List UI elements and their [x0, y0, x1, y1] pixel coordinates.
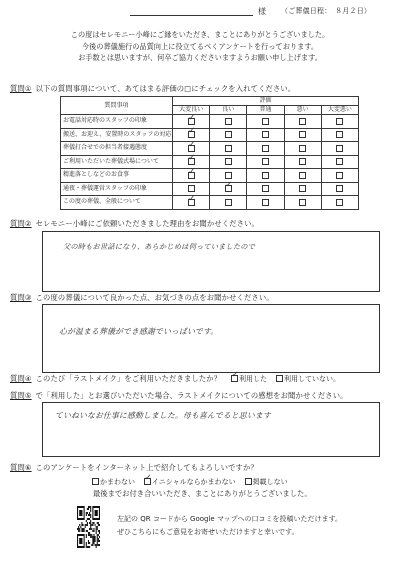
- rating-checkbox[interactable]: [188, 139, 196, 152]
- customer-name-field[interactable]: [130, 15, 253, 16]
- rating-checkbox[interactable]: [299, 172, 306, 179]
- rating-group-header: 評価: [173, 97, 359, 106]
- question-5-label: 質問⑤: [10, 391, 32, 400]
- question-3-text: この度の葬儀について良かった点、お気づきの点をお聞かせください。: [35, 293, 274, 302]
- q4-option[interactable]: [276, 374, 340, 384]
- rating-checkbox[interactable]: [262, 131, 269, 138]
- rating-row: [61, 115, 359, 129]
- honorific: 様: [258, 7, 266, 16]
- column-header-bad: 悪い: [284, 106, 321, 115]
- question-2-label: 質問②: [10, 219, 32, 228]
- option-checkbox[interactable]: [92, 478, 99, 485]
- option-checkbox[interactable]: [276, 375, 283, 382]
- column-header-average: 普通: [247, 106, 284, 115]
- rating-checkbox[interactable]: [262, 185, 269, 192]
- q4-option[interactable]: [231, 370, 267, 384]
- question-6-text: このアンケートをインターネット上で紹介してもよろしいですか？: [35, 463, 258, 472]
- rating-checkbox[interactable]: [225, 131, 232, 138]
- rating-checkbox[interactable]: [262, 118, 269, 125]
- rating-checkbox[interactable]: [188, 185, 195, 192]
- q6-option[interactable]: [92, 477, 135, 487]
- rating-cell: [247, 169, 284, 183]
- question-1-label: 質問①: [10, 84, 32, 93]
- question-5-answer-box[interactable]: [42, 402, 380, 457]
- rating-cell: [284, 128, 321, 142]
- rating-cell: [173, 166, 210, 183]
- rating-cell: [247, 142, 284, 156]
- item-column-header: 質問事項: [61, 97, 173, 115]
- question-5-text: で「利用した」とお選びいただいた場合、ラストメイクについての感想をお聞かせください。: [35, 391, 348, 400]
- rating-checkbox[interactable]: [225, 158, 232, 165]
- question-6-label: 質問⑥: [10, 463, 32, 472]
- option-label: 掲載しない: [252, 478, 288, 486]
- rating-checkbox[interactable]: [225, 180, 233, 192]
- option-checkbox[interactable]: [245, 478, 252, 485]
- rating-checkbox[interactable]: [188, 166, 196, 179]
- rating-table: [60, 96, 359, 210]
- rating-item-label: この度の葬儀、全般について: [61, 196, 173, 210]
- rating-checkbox[interactable]: [299, 185, 306, 192]
- rating-checkbox[interactable]: [299, 131, 306, 138]
- check-mark-icon: ✓: [188, 153, 196, 164]
- rating-cell: [284, 196, 321, 210]
- question-3-label: 質問③: [10, 293, 32, 302]
- column-header-very-bad: 大変悪い: [321, 106, 358, 115]
- rating-item-label: 搬送、お迎え、安置時のスタッフの対応: [61, 128, 173, 142]
- q6-option[interactable]: [245, 477, 288, 487]
- rating-checkbox[interactable]: [188, 193, 196, 206]
- check-mark-icon: ✓: [144, 473, 152, 483]
- intro-message: [0, 29, 400, 64]
- rating-checkbox[interactable]: [299, 145, 306, 152]
- question-2-heading: [10, 219, 259, 229]
- rating-row: [61, 169, 359, 183]
- column-header-very-good: 大変良い: [173, 106, 210, 115]
- rating-checkbox[interactable]: [188, 126, 196, 138]
- rating-item-label: 通夜・葬儀運営スタッフの印象: [61, 182, 173, 196]
- question-6-options: [92, 473, 297, 487]
- rating-checkbox[interactable]: [299, 158, 306, 165]
- footer-line: 左記の QR コードから Google マップへの口コミを投稿いただけます。: [117, 515, 342, 523]
- question-2-answer-box[interactable]: [42, 231, 380, 292]
- rating-checkbox[interactable]: [188, 112, 196, 125]
- rating-item-label: ご利用いただいた葬儀式場について: [61, 155, 173, 169]
- intro-line: お手数とは思いますが、何卒ご協力くださいますようお願い申し上げます。: [78, 53, 322, 62]
- rating-cell: [210, 182, 247, 196]
- option-label: かまわない: [100, 478, 135, 486]
- rating-checkbox[interactable]: [336, 158, 343, 165]
- check-mark-icon: ✓: [188, 193, 196, 204]
- intro-line: この度はセレモニー小峰にご縁をいただき、まことにありがとうございました。: [70, 30, 330, 39]
- question-3-answer-box[interactable]: [42, 304, 380, 373]
- question-3-answer: 心が温まる葬儀ができ感謝でいっぱいです。: [59, 327, 219, 336]
- closing-message: 最後までお付き合いいただき、まことにありがとうございました。: [93, 489, 312, 498]
- rating-cell: [284, 169, 321, 183]
- rating-cell: [284, 182, 321, 196]
- question-6-heading: [10, 463, 258, 473]
- check-mark-icon: ✓: [231, 370, 239, 380]
- rating-item-label: お電話対応時のスタッフの印象: [61, 115, 173, 129]
- question-1-heading: [10, 84, 295, 94]
- rating-checkbox[interactable]: [262, 158, 269, 165]
- option-label: 利用した: [239, 375, 267, 383]
- footer-message: [117, 513, 342, 539]
- rating-cell: [247, 128, 284, 142]
- q6-option[interactable]: [144, 473, 236, 487]
- rating-cell: [284, 155, 321, 169]
- rating-cell: [173, 193, 210, 210]
- rating-checkbox[interactable]: [225, 118, 232, 125]
- rating-item-label: 精進落としなどのお食事: [61, 169, 173, 183]
- rating-cell: [321, 196, 358, 210]
- rating-cell: [210, 142, 247, 156]
- footer-line: ぜひこちらにもご意見をお寄せいただけますと幸いです。: [117, 528, 299, 536]
- rating-row: [61, 142, 359, 156]
- question-1-text: 以下の質問事項について、あてはまる評価の□にチェックを入れてください。: [35, 84, 296, 93]
- rating-checkbox[interactable]: [299, 118, 306, 125]
- rating-row: [61, 128, 359, 142]
- option-checkbox[interactable]: [231, 370, 239, 382]
- rating-cell: [210, 155, 247, 169]
- rating-checkbox[interactable]: [262, 199, 269, 206]
- option-label: 利用していない。: [284, 375, 340, 383]
- rating-table-header-row: [61, 97, 359, 106]
- rating-item-label: 葬儀打合せでの担当者接遇態度: [61, 142, 173, 156]
- rating-cell: [321, 155, 358, 169]
- rating-checkbox[interactable]: [225, 145, 232, 152]
- rating-checkbox[interactable]: [336, 118, 343, 125]
- rating-checkbox[interactable]: [262, 172, 269, 179]
- question-4-heading: [10, 374, 221, 384]
- funeral-schedule: （ご葬儀日程： ８月２日）: [281, 7, 372, 15]
- intro-line: 今後の葬儀施行の品質向上に役立てるべくアンケートを行っております。: [81, 41, 319, 51]
- question-2-answer: 父の時もお世話になり、あらかじめは伺っていましたので: [63, 242, 256, 251]
- rating-checkbox[interactable]: [299, 199, 306, 206]
- rating-cell: [247, 196, 284, 210]
- rating-checkbox[interactable]: [225, 172, 232, 179]
- rating-checkbox[interactable]: [336, 145, 343, 152]
- rating-cell: [321, 142, 358, 156]
- rating-cell: [284, 115, 321, 129]
- rating-cell: [321, 182, 358, 196]
- qr-code-icon[interactable]: [77, 506, 100, 548]
- option-checkbox[interactable]: [144, 473, 152, 485]
- rating-cell: [321, 128, 358, 142]
- rating-checkbox[interactable]: [336, 199, 343, 206]
- rating-cell: [247, 182, 284, 196]
- check-mark-icon: ✓: [188, 112, 196, 123]
- rating-cell: [321, 169, 358, 183]
- question-4-text: このたび「ラストメイク」をご利用いただきましたか？: [35, 374, 222, 383]
- rating-cell: [247, 115, 284, 129]
- option-label: イニシャルならかまわない: [152, 478, 236, 486]
- column-header-good: 良い: [210, 106, 247, 115]
- rating-row: [61, 182, 359, 196]
- rating-cell: [284, 142, 321, 156]
- question-4-options: [231, 370, 349, 384]
- rating-cell: [210, 115, 247, 129]
- question-5-answer: ていねいなお仕事に感動しました。母も喜んでると思います: [55, 411, 271, 420]
- rating-checkbox[interactable]: [336, 172, 343, 179]
- rating-cell: [247, 155, 284, 169]
- question-5-heading: [10, 391, 348, 401]
- check-mark-icon: ✓: [188, 166, 196, 177]
- check-mark-icon: ✓: [225, 180, 233, 191]
- rating-checkbox[interactable]: [336, 131, 343, 138]
- rating-checkbox[interactable]: [336, 185, 343, 192]
- rating-table-body: [61, 112, 359, 210]
- rating-checkbox[interactable]: [188, 153, 196, 165]
- rating-checkbox[interactable]: [225, 199, 232, 206]
- rating-checkbox[interactable]: [262, 145, 269, 152]
- rating-cell: [210, 128, 247, 142]
- check-mark-icon: ✓: [188, 126, 196, 137]
- rating-row: [61, 196, 359, 210]
- rating-row: [61, 155, 359, 169]
- rating-cell: [210, 196, 247, 210]
- check-mark-icon: ✓: [188, 139, 196, 150]
- rating-cell: [321, 115, 358, 129]
- question-3-heading: [10, 293, 274, 303]
- question-2-text: セレモニー小峰にご依頼いただきました理由をお聞かせください。: [35, 219, 259, 228]
- question-4-label: 質問④: [10, 374, 32, 383]
